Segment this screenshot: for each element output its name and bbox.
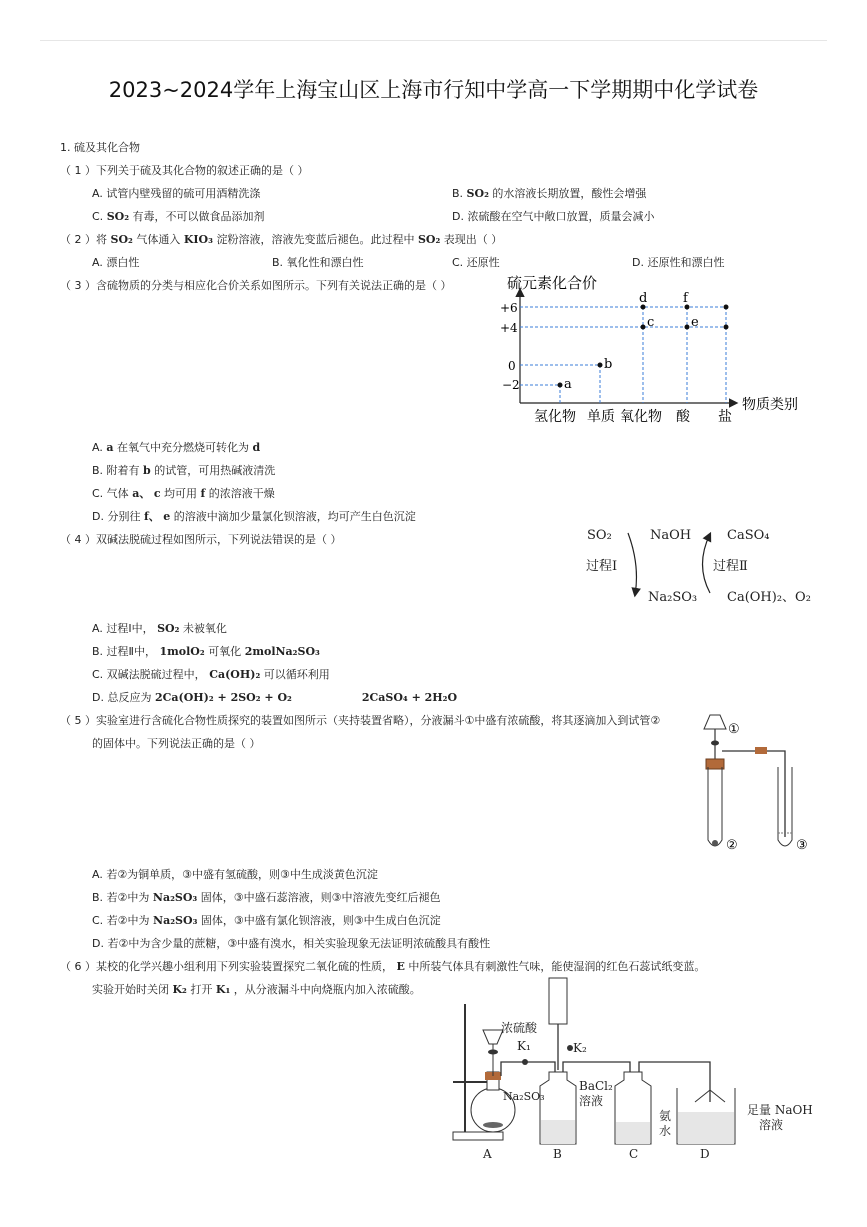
q5-option-d: D. 若②中为含少量的蔗糖，③中盛有溴水，相关实验现象无法证明浓硫酸具有酸性 <box>92 937 491 950</box>
chart-ylabel: 硫元素化合价 <box>507 274 598 292</box>
q2-option-b: B. 氧化性和漂白性 <box>272 256 364 269</box>
label-bacl2-solution: 溶液 <box>579 1094 604 1108</box>
rubber-joint <box>755 747 767 754</box>
delivery-tube <box>722 751 785 837</box>
point-salt-p6 <box>724 305 729 310</box>
funnel-stopcock <box>711 741 719 746</box>
tube-a-b <box>501 1062 555 1076</box>
q5-stem-line2: 的固体中。下列说法正确的是（ ） <box>92 737 261 750</box>
q5-stem-line1: （ 5 ）实验室进行含硫化合物性质探究的装置如图所示（夹持装置省略），分液漏斗①中盛有浓硫酸，将其逐滴加入到试管② <box>60 714 661 727</box>
point-a <box>558 383 563 388</box>
point-b <box>598 363 603 368</box>
bacl2-solution <box>541 1120 575 1144</box>
label-a: A <box>483 1147 492 1161</box>
q2-option-d: D. 还原性和漂白性 <box>632 256 725 269</box>
gas-container-e <box>549 978 567 1024</box>
ytick-p4: +4 <box>500 321 518 335</box>
q5-option-b: B. 若②中为 Na₂SO₃ 固体，③中盛石蕊溶液，则③中溶液先变红后褪色 <box>92 891 441 904</box>
label-ammonia-1: 氨 <box>659 1109 672 1123</box>
xtick-element: 单质 <box>587 409 615 425</box>
q4-option-d: D. 总反应为 2Ca(OH)₂ + 2SO₂ + O₂ 2CaSO₄ + 2H₂O <box>92 691 458 704</box>
separatory-funnel <box>483 1030 503 1044</box>
valence-category-chart <box>490 268 820 428</box>
q3-option-c: C. 气体 a、 c 均可用 f 的浓溶液干燥 <box>92 487 275 500</box>
q2-option-c: C. 还原性 <box>452 256 500 269</box>
xtick-hydride: 氢化物 <box>534 409 576 425</box>
section-heading: 1. 硫及其化合物 <box>60 141 140 154</box>
label-bacl2: BaCl₂ <box>579 1079 613 1093</box>
label-d: D <box>700 1147 710 1161</box>
q6-stem-line1: （ 6 ）某校的化学兴趣小组利用下列实验装置探究二氧化硫的性质， E 中所装气体具有刺激性气味，能使湿润的红色石蕊试纸变蓝。 <box>60 960 706 973</box>
q4-stem: （ 4 ）双碱法脱硫过程如图所示，下列说法错误的是（ ） <box>60 533 342 546</box>
solid-2 <box>712 840 718 846</box>
diag-process1: 过程Ⅰ <box>586 559 618 574</box>
point-salt-p4 <box>724 325 729 330</box>
xtick-salt: 盐 <box>718 409 732 425</box>
label-c: c <box>647 315 655 330</box>
q5-option-a: A. 若②为铜单质，③中盛有氢硫酸，则③中生成淡黄色沉淀 <box>92 868 378 881</box>
label-c: C <box>629 1147 639 1161</box>
label-acid: 浓硫酸 <box>501 1021 538 1035</box>
q3-option-d: D. 分别往 f、 e 的溶液中滴加少量氯化钡溶液，均可产生白色沉淀 <box>92 510 416 523</box>
q4-option-b: B. 过程Ⅱ中， 1molO₂ 可氧化 2molNa₂SO₃ <box>92 645 320 658</box>
q1-stem: （ 1 ）下列关于硫及其化合物的叙述正确的是（ ） <box>60 164 309 177</box>
q5-option-c: C. 若②中为 Na₂SO₃ 固体，③中盛有氯化钡溶液，则③中生成白色沉淀 <box>92 914 441 927</box>
page-title: 2023~2024学年上海宝山区上海市行知中学高一下学期期中化学试卷 <box>108 78 759 102</box>
diag-caso4: CaSO₄ <box>727 528 770 543</box>
point-e <box>685 325 690 330</box>
label-k1: K₁ <box>517 1039 531 1053</box>
xtick-oxide: 氧化物 <box>620 409 662 425</box>
q4-option-a: A. 过程Ⅰ中， SO₂ 未被氧化 <box>92 622 227 635</box>
arrow-process1 <box>628 533 636 595</box>
chart-xlabel: 物质类别 <box>742 397 798 413</box>
diag-so2: SO₂ <box>587 528 612 543</box>
test-tube-2 <box>708 767 722 846</box>
diag-caoh-o2: Ca(OH)₂、O₂ <box>727 590 811 605</box>
q3-option-b: B. 附着有 b 的试管，可用热碱液清洗 <box>92 464 276 477</box>
label-k2: K₂ <box>573 1041 587 1055</box>
q2-stem: （ 2 ）将 SO₂ 气体通入 KIO₃ 淀粉溶液，溶液先变蓝后褪色。此过程中 SO₂ 表现出（ ） <box>60 233 503 246</box>
q1-option-b: B. SO₂ 的水溶液长期放置，酸性会增强 <box>452 187 647 200</box>
q2-option-a: A. 漂白性 <box>92 256 140 269</box>
na2so3-solid <box>483 1122 503 1128</box>
label-2: ② <box>726 838 738 853</box>
label-3: ③ <box>796 838 808 853</box>
label-f: f <box>683 291 688 306</box>
q5-apparatus <box>690 705 820 860</box>
ytick-m2: −2 <box>502 378 520 392</box>
label-ammonia-2: 水 <box>659 1124 672 1138</box>
q3-stem: （ 3 ）含硫物质的分类与相应化合价关系如图所示。下列有关说法正确的是（ ） <box>60 279 452 292</box>
point-c <box>641 325 646 330</box>
label-a: a <box>564 377 572 392</box>
q6-stem-line2: 实验开始时关闭 K₂ 打开 K₁ ，从分液漏斗中向烧瓶内加入浓硫酸。 <box>92 983 421 996</box>
label-b: b <box>604 357 613 372</box>
funnel-body <box>704 715 726 729</box>
ammonia-water <box>616 1122 650 1144</box>
diag-naoh: NaOH <box>650 528 692 543</box>
stopper <box>706 759 724 769</box>
valve-k1 <box>522 1059 528 1065</box>
label-1: ① <box>728 722 740 737</box>
q3-option-a: A. a 在氧气中充分燃烧可转化为 d <box>92 441 261 454</box>
q1-option-d: D. 浓硫酸在空气中敞口放置，质量会减小 <box>452 210 655 223</box>
arrow-process2 <box>703 534 711 593</box>
naoh-solution <box>678 1112 734 1144</box>
top-divider <box>40 40 827 41</box>
q6-apparatus <box>445 972 820 1164</box>
double-alkali-diagram <box>580 520 820 610</box>
q4-option-c: C. 双碱法脱硫过程中， Ca(OH)₂ 可以循环利用 <box>92 668 330 681</box>
q1-option-a: A. 试管内壁残留的硫可用酒精洗涤 <box>92 187 261 200</box>
diag-na2so3: Na₂SO₃ <box>648 590 698 605</box>
label-naoh-1: 足量 NaOH <box>747 1103 813 1117</box>
label-e: e <box>691 315 699 330</box>
stand-base <box>453 1132 503 1140</box>
xtick-acid: 酸 <box>676 409 690 425</box>
label-na2so3: Na₂SO₃ <box>503 1090 545 1103</box>
label-naoh-2: 溶液 <box>759 1118 784 1132</box>
ytick-0: 0 <box>508 359 516 373</box>
ytick-p6: +6 <box>500 301 518 315</box>
diag-process2: 过程Ⅱ <box>713 559 748 574</box>
label-b: B <box>553 1147 562 1161</box>
q1-option-c: C. SO₂ 有毒，不可以做食品添加剂 <box>92 210 265 223</box>
label-d: d <box>639 291 648 306</box>
